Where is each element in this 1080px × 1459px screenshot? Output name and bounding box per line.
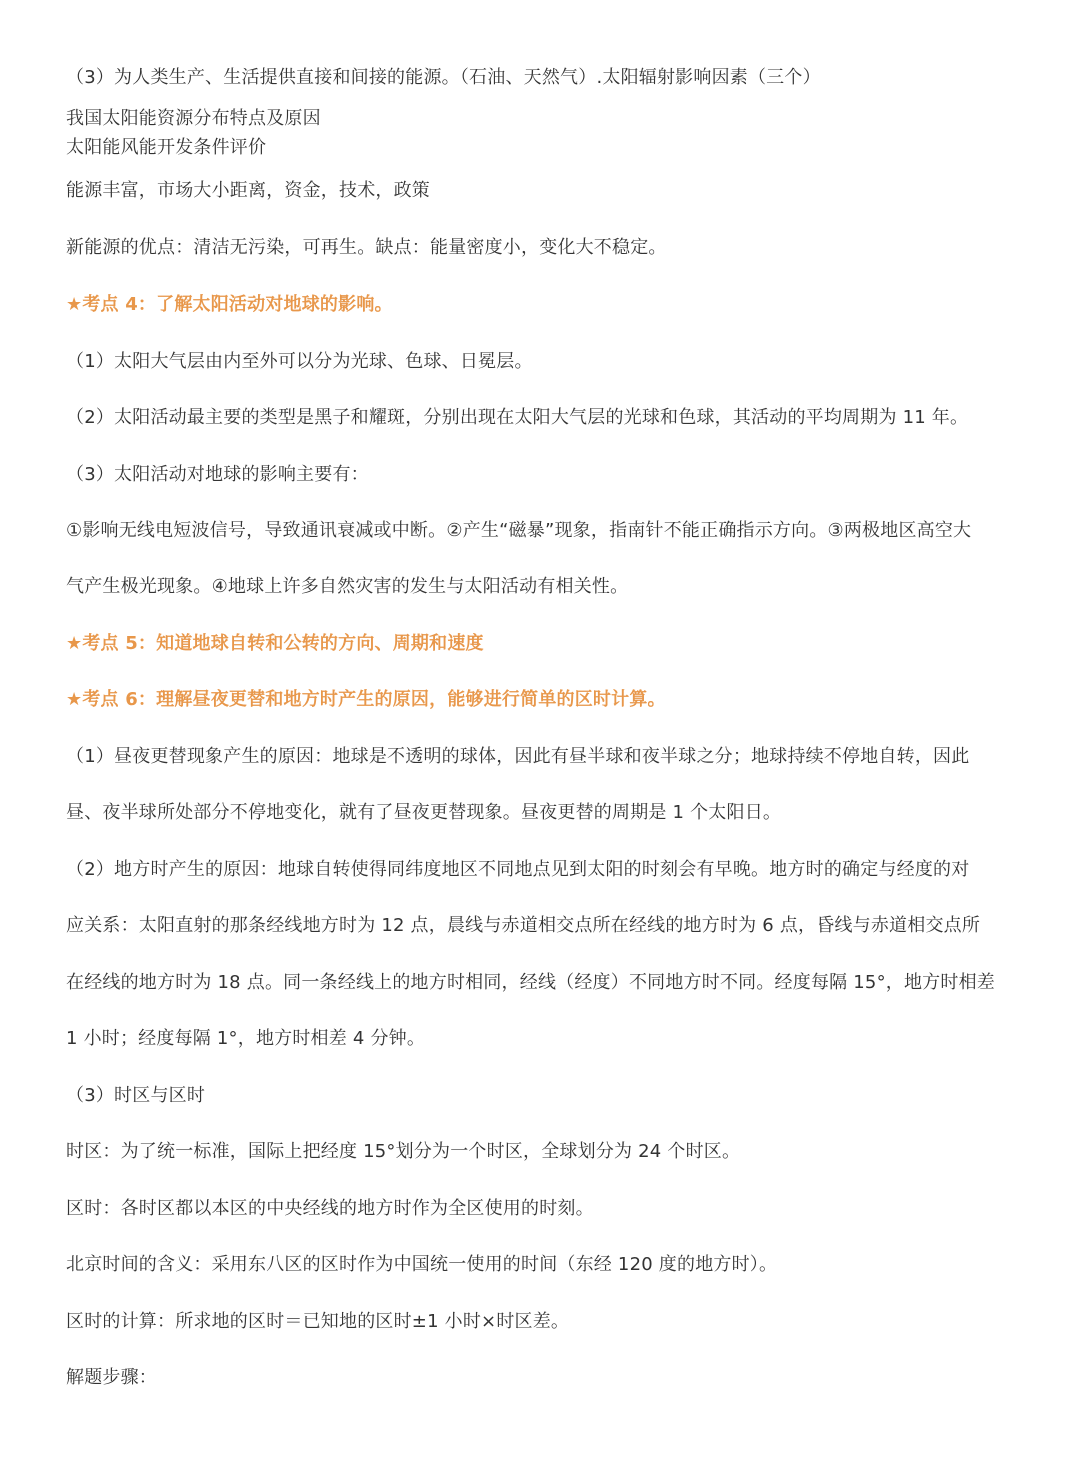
body-line: 能源丰富，市场大小距离，资金，技术，政策 [66, 180, 430, 201]
body-line: 新能源的优点：清洁无污染，可再生。缺点：能量密度小，变化大不稳定。 [66, 237, 667, 258]
section-heading: ★考点 6：理解昼夜更替和地方时产生的原因，能够进行简单的区时计算。 [66, 689, 666, 710]
body-line: （2）地方时产生的原因：地球自转使得同纬度地区不同地点见到太阳的时刻会有早晚。地方时的确定与经度的对 [66, 859, 970, 880]
section-heading: ★考点 4：了解太阳活动对地球的影响。 [66, 294, 393, 315]
body-line: （1）太阳大气层由内至外可以分为光球、色球、日冕层。 [66, 351, 533, 372]
body-line: 北京时间的含义：采用东八区的区时作为中国统一使用的时间（东经 120 度的地方时）。 [66, 1254, 778, 1275]
body-line: 1 小时；经度每隔 1°，地方时相差 4 分钟。 [66, 1028, 426, 1049]
body-line: 太阳能风能开发条件评价 [66, 137, 267, 158]
section-heading: ★考点 5：知道地球自转和公转的方向、周期和速度 [66, 633, 484, 654]
body-line: 昼、夜半球所处部分不停地变化，就有了昼夜更替现象。昼夜更替的周期是 1 个太阳日。 [66, 802, 782, 823]
body-line: 区时的计算：所求地的区时＝已知地的区时±1 小时×时区差。 [66, 1311, 570, 1332]
body-line: （3）为人类生产、生活提供直接和间接的能源。（石油、天然气）.太阳辐射影响因素（三个） [66, 67, 821, 88]
body-line: 我国太阳能资源分布特点及原因 [66, 108, 321, 129]
body-line: （2）太阳活动最主要的类型是黑子和耀斑，分别出现在太阳大气层的光球和色球，其活动的平均周期为 11 年。 [66, 407, 969, 428]
body-line: 区时：各时区都以本区的中央经线的地方时作为全区使用的时刻。 [66, 1198, 594, 1219]
body-line: ①影响无线电短波信号，导致通讯衰减或中断。②产生“磁暴”现象，指南针不能正确指示方向。③两极地区高空大 [66, 520, 972, 541]
body-line: 解题步骤： [66, 1367, 157, 1388]
body-line: （3）太阳活动对地球的影响主要有： [66, 464, 369, 485]
body-line: （1）昼夜更替现象产生的原因：地球是不透明的球体，因此有昼半球和夜半球之分；地球持续不停地自转，因此 [66, 746, 970, 767]
body-line: （3）时区与区时 [66, 1085, 206, 1106]
body-line: 气产生极光现象。④地球上许多自然灾害的发生与太阳活动有相关性。 [66, 576, 629, 597]
body-line: 应关系：太阳直射的那条经线地方时为 12 点，晨线与赤道相交点所在经线的地方时为 6 点，昏线与赤道相交点所 [66, 915, 981, 936]
body-line: 在经线的地方时为 18 点。同一条经线上的地方时相同，经线（经度）不同地方时不同。经度每隔 15°，地方时相差 [66, 972, 995, 993]
body-line: 时区：为了统一标准，国际上把经度 15°划分为一个时区，全球划分为 24 个时区。 [66, 1141, 741, 1162]
